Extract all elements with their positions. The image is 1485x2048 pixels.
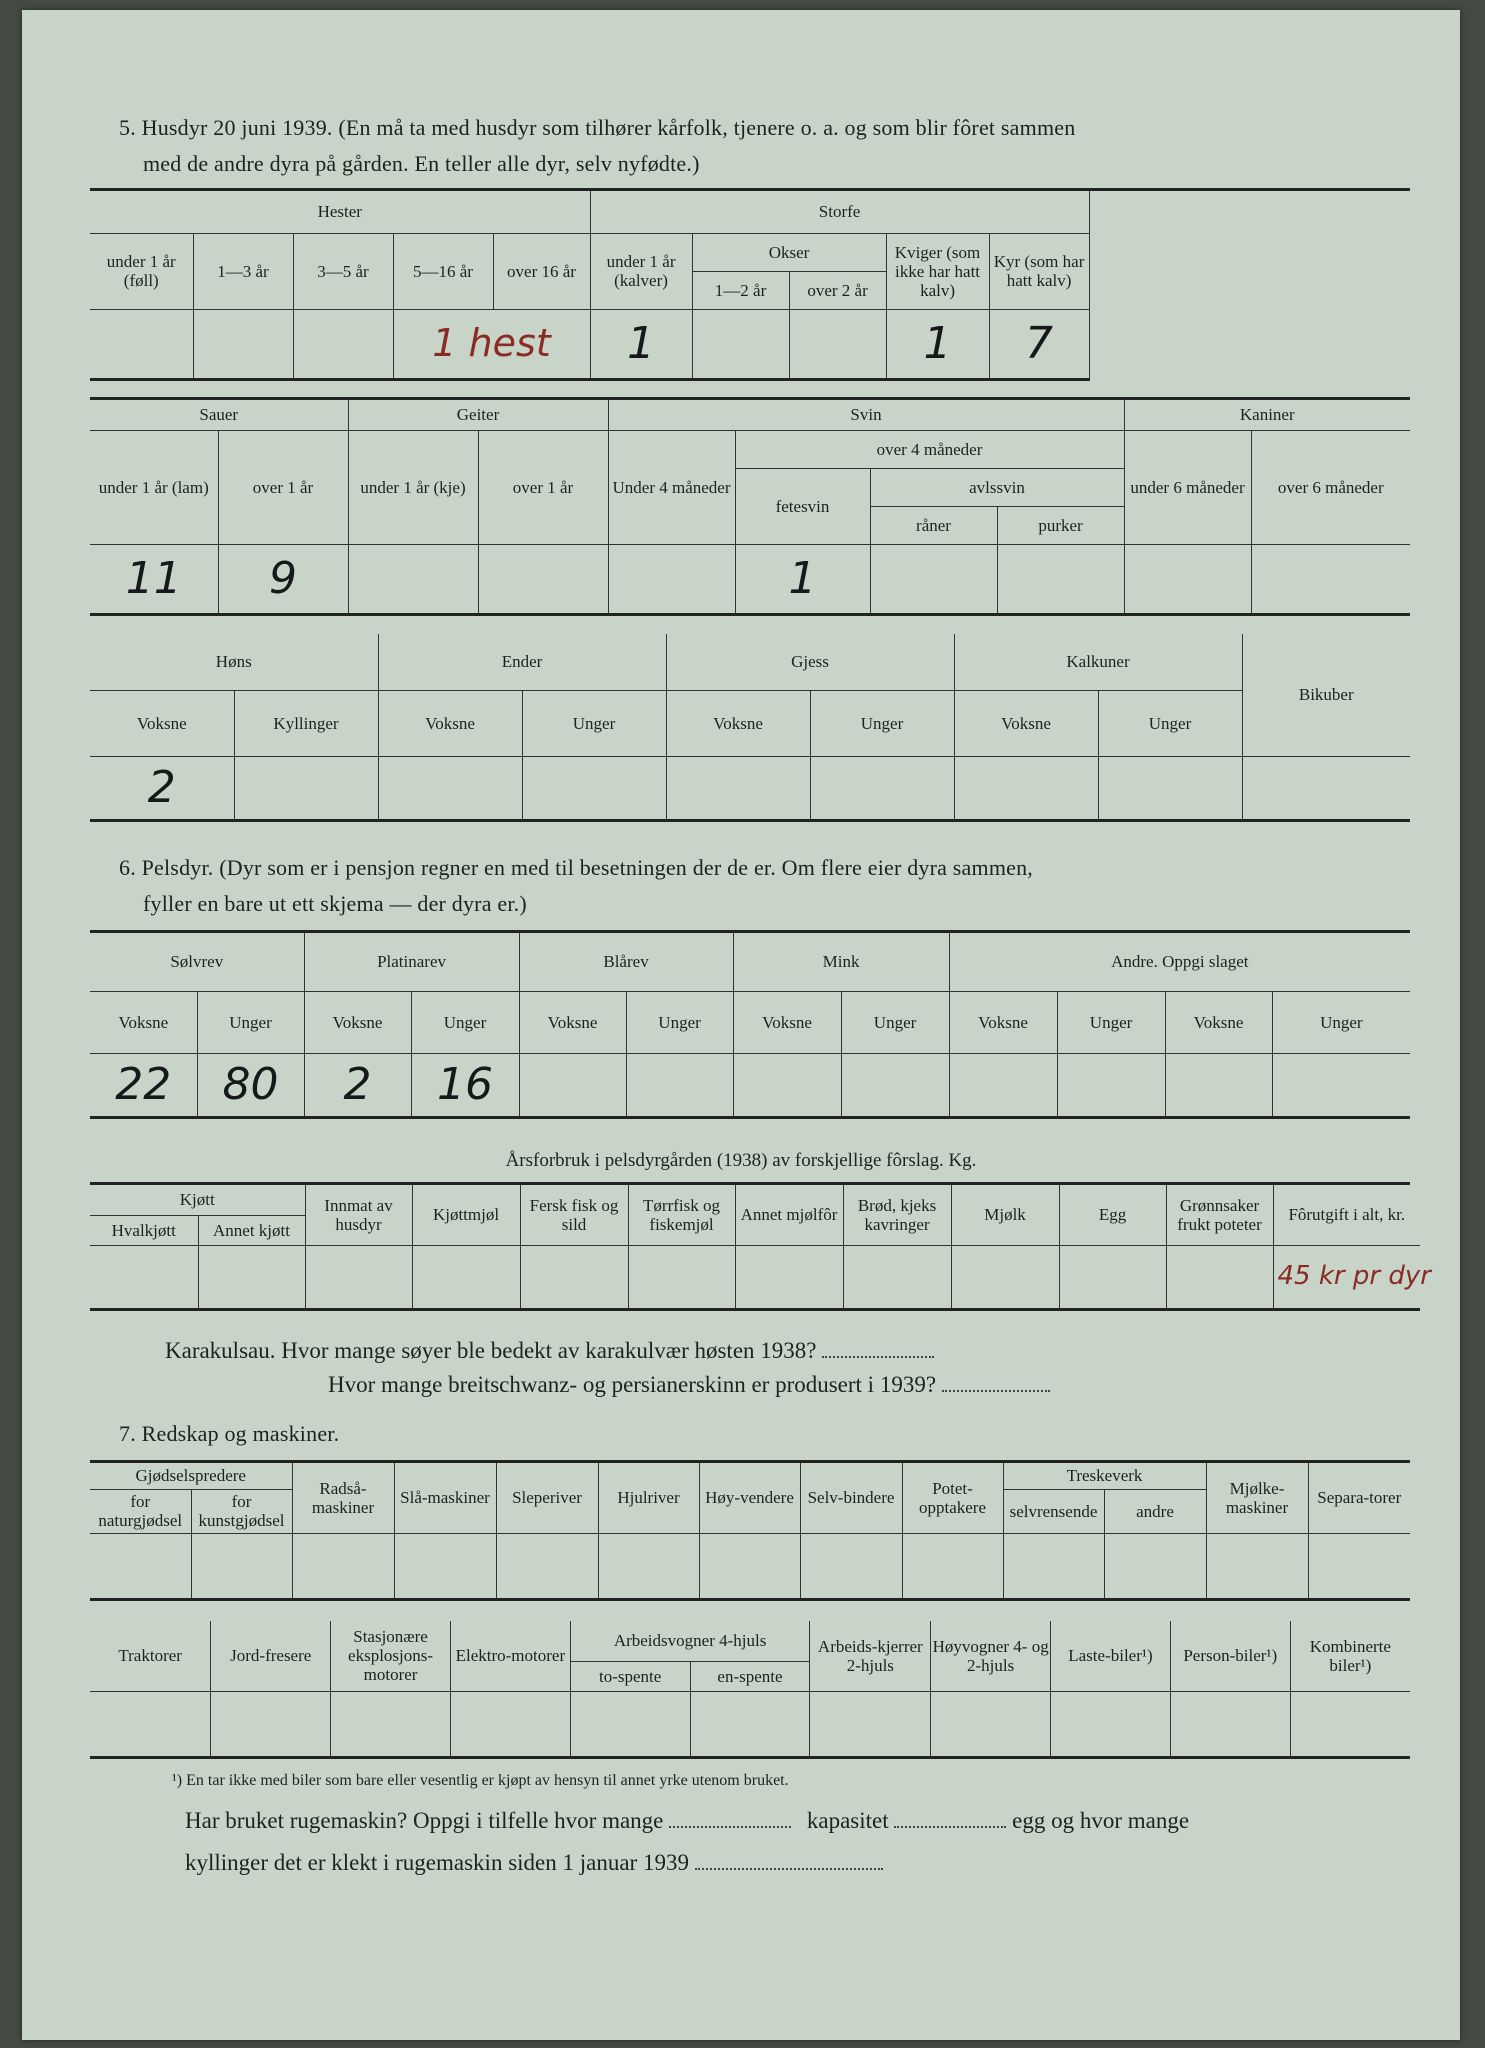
col-geiter-over1: over 1 år — [478, 430, 608, 544]
col-ender-unger: Unger — [522, 690, 666, 756]
col-okser: Okser — [692, 233, 886, 271]
karakulsau-q1: Hvor mange søyer ble bedekt av karakulvær høsten 1938? — [281, 1338, 817, 1363]
col-andre1-unger: Unger — [1057, 991, 1165, 1053]
col-sleperiver: Sleperiver — [496, 1463, 598, 1533]
col-for-kunstgjodsel: for kunstgjødsel — [191, 1489, 292, 1533]
value-sauer-over1: 9 — [218, 544, 348, 614]
col-stasjonaere-motorer: Stasjonære eksplosjons-motorer — [331, 1621, 451, 1691]
section-6-instruction: (Dyr som er i pensjon regner en med til besetningen der de er. Om flere eier dyra sammen, — [219, 855, 1033, 880]
col-raner: råner — [870, 506, 997, 544]
answer-line — [822, 1338, 934, 1358]
col-slamaskiner: Slå-maskiner — [394, 1463, 496, 1533]
col-andre1-voksne: Voksne — [949, 991, 1057, 1053]
value-sauer-lam: 11 — [90, 544, 218, 614]
col-svin-under4: Under 4 måneder — [608, 430, 735, 544]
col-selvrensende: selvrensende — [1003, 1489, 1104, 1533]
form-page — [22, 10, 1460, 2040]
value-storfe-under1: 1 — [590, 309, 692, 379]
header-hester: Hester — [90, 191, 590, 233]
hester-crossed-entry: 1 hest — [393, 309, 590, 379]
header-gjess: Gjess — [666, 634, 954, 690]
col-hvalkjott: Hvalkjøtt — [90, 1215, 198, 1245]
header-gjodselspredere: Gjødselspredere — [90, 1463, 292, 1489]
col-hester-3-5: 3—5 år — [293, 233, 393, 309]
col-hons-voksne: Voksne — [90, 690, 234, 756]
col-mink-unger: Unger — [841, 991, 949, 1053]
col-to-spente: to-spente — [570, 1661, 690, 1691]
answer-line — [894, 1808, 1006, 1828]
col-separatorer: Separa-torer — [1308, 1463, 1410, 1533]
livestock-table-horses-cattle — [90, 191, 1410, 381]
col-personbiler: Person-biler¹) — [1170, 1621, 1290, 1691]
fur-animals-table — [90, 933, 1410, 1119]
col-torrfisk: Tørrfisk og fiskemjøl — [628, 1185, 735, 1245]
section-5-instruction-line2: med de andre dyra på gården. En teller alle dyr, selv nyfødte.) — [143, 151, 700, 176]
col-hester-5-16: 5—16 år — [393, 233, 493, 309]
col-kalkuner-voksne: Voksne — [954, 690, 1098, 756]
header-blarev: Blårev — [519, 933, 733, 991]
rugemaskin-q1: Har bruket rugemaskin? Oppgi i tilfelle hvor mange — [185, 1808, 664, 1833]
col-andre2-voksne: Voksne — [1165, 991, 1272, 1053]
header-arbeidsvogner: Arbeidsvogner 4-hjuls — [570, 1621, 810, 1661]
col-mjolkemaskiner: Mjølke-maskiner — [1206, 1463, 1308, 1533]
col-hons-kyllinger: Kyllinger — [234, 690, 378, 756]
col-arbeidskjerrer: Arbeids-kjerrer 2-hjuls — [810, 1621, 931, 1691]
col-hoyvendere: Høy-vendere — [699, 1463, 800, 1533]
header-svin: Svin — [608, 400, 1124, 430]
value-platinarev-unger: 16 — [411, 1053, 519, 1117]
value-fetesvin: 1 — [735, 544, 870, 614]
header-mink: Mink — [733, 933, 949, 991]
col-hoyvogner: Høyvogner 4- og 2-hjuls — [931, 1621, 1051, 1691]
section-6-instruction-line2: fyller en bare ut ett skjema — der dyra er.) — [143, 891, 527, 916]
col-fetesvin: fetesvin — [735, 468, 870, 544]
feed-consumption-heading: Årsforbruk i pelsdyrgården (1938) av forskjellige fôrslag. Kg. — [505, 1150, 977, 1171]
col-for-naturgjodsel: for naturgjødsel — [90, 1489, 191, 1533]
header-kaniner: Kaniner — [1124, 400, 1410, 430]
col-lastebiler: Laste-biler¹) — [1051, 1621, 1171, 1691]
value-kviger: 1 — [886, 309, 989, 379]
col-sauer-over1: over 1 år — [218, 430, 348, 544]
col-hester-1-3: 1—3 år — [193, 233, 293, 309]
col-svin-over4: over 4 måneder — [735, 430, 1124, 468]
col-hester-under1: under 1 år (føll) — [90, 233, 193, 309]
answer-line — [942, 1372, 1050, 1392]
karakulsau-label: Karakulsau. — [165, 1338, 276, 1363]
header-hons: Høns — [90, 634, 378, 690]
equipment-table-2 — [90, 1621, 1410, 1759]
col-brod: Brød, kjeks kavringer — [843, 1185, 951, 1245]
col-kviger: Kviger (som ikke har hatt kalv) — [886, 233, 989, 309]
col-solvrev-unger: Unger — [197, 991, 304, 1053]
section-5-heading — [119, 110, 1419, 146]
col-annet-mjolfor: Annet mjølfôr — [735, 1185, 843, 1245]
section-7-title: 7. Redskap og maskiner. — [119, 1421, 340, 1446]
col-gronnsaker: Grønnsaker frukt poteter — [1166, 1185, 1273, 1245]
col-avlssvin: avlssvin — [870, 468, 1124, 506]
value-kyr: 7 — [989, 309, 1089, 379]
header-storfe: Storfe — [590, 191, 1089, 233]
col-solvrev-voksne: Voksne — [90, 991, 197, 1053]
equipment-table-1 — [90, 1463, 1410, 1601]
col-geiter-kje: under 1 år (kje) — [348, 430, 478, 544]
karakulsau-question-1 — [165, 1332, 1365, 1370]
section-6-heading — [119, 850, 1419, 886]
value-solvrev-voksne: 22 — [90, 1053, 197, 1117]
header-platinarev: Platinarev — [304, 933, 519, 991]
rugemaskin-q2: kyllinger det er klekt i rugemaskin siden 1 januar 1939 — [185, 1850, 689, 1875]
poultry-table — [90, 634, 1410, 822]
col-selvbindere: Selv-bindere — [800, 1463, 902, 1533]
col-sauer-lam: under 1 år (lam) — [90, 430, 218, 544]
col-kalkuner-unger: Unger — [1098, 690, 1242, 756]
col-jordfresere: Jord-fresere — [211, 1621, 331, 1691]
col-radsamaskiner: Radså-maskiner — [292, 1463, 394, 1533]
col-gjess-unger: Unger — [810, 690, 954, 756]
col-ender-voksne: Voksne — [378, 690, 522, 756]
feed-consumption-table — [90, 1185, 1431, 1311]
header-ender: Ender — [378, 634, 666, 690]
col-platinarev-voksne: Voksne — [304, 991, 411, 1053]
col-hjulriver: Hjulriver — [598, 1463, 699, 1533]
col-fersk-fisk: Fersk fisk og sild — [520, 1185, 628, 1245]
answer-line — [695, 1850, 883, 1870]
header-kjott: Kjøtt — [90, 1185, 305, 1215]
egg-hvor-mange: egg og hvor mange — [1012, 1808, 1190, 1833]
rugemaskin-question-line2 — [185, 1844, 1285, 1882]
col-andre: andre — [1104, 1489, 1206, 1533]
col-okser-over2: over 2 år — [789, 271, 886, 309]
header-kalkuner: Kalkuner — [954, 634, 1242, 690]
col-mjolk: Mjølk — [951, 1185, 1059, 1245]
header-bikuber: Bikuber — [1242, 634, 1410, 756]
col-potetopptakere: Potet-opptakere — [902, 1463, 1003, 1533]
col-kjottmjol: Kjøttmjøl — [412, 1185, 520, 1245]
col-blarev-unger: Unger — [626, 991, 733, 1053]
col-forutgift: Fôrutgift i alt, kr. — [1273, 1185, 1420, 1245]
answer-line — [669, 1808, 791, 1828]
value-solvrev-unger: 80 — [197, 1053, 304, 1117]
col-purker: purker — [997, 506, 1124, 544]
col-kyr: Kyr (som har hatt kalv) — [989, 233, 1089, 309]
col-okser-1-2: 1—2 år — [692, 271, 789, 309]
col-traktorer: Traktorer — [90, 1621, 211, 1691]
col-innmat: Innmat av husdyr — [305, 1185, 412, 1245]
col-blarev-voksne: Voksne — [519, 991, 626, 1053]
value-platinarev-voksne: 2 — [304, 1053, 411, 1117]
section-6-title: 6. Pelsdyr. — [119, 855, 214, 880]
col-egg: Egg — [1059, 1185, 1166, 1245]
rugemaskin-question-line1 — [185, 1802, 1415, 1840]
section-5-instruction: (En må ta med husdyr som tilhører kårfolk, tjenere o. a. og som blir fôret sammen — [338, 115, 1076, 140]
col-hester-over16: over 16 år — [493, 233, 590, 309]
section-5-title: 5. Husdyr 20 juni 1939. — [119, 115, 333, 140]
col-platinarev-unger: Unger — [411, 991, 519, 1053]
header-andre: Andre. Oppgi slaget — [949, 933, 1410, 991]
col-kombinerte-biler: Kombinerte biler¹) — [1290, 1621, 1410, 1691]
col-gjess-voksne: Voksne — [666, 690, 810, 756]
col-mink-voksne: Voksne — [733, 991, 841, 1053]
value-hons-voksne: 2 — [90, 756, 234, 820]
footnote: ¹) En tar ikke med biler som bare eller vesentlig er kjøpt av hensyn til annet yrke utenom bruket. — [172, 1772, 789, 1789]
kapasitet-label: kapasitet — [806, 1808, 889, 1833]
col-annet-kjott: Annet kjøtt — [198, 1215, 305, 1245]
col-andre2-unger: Unger — [1272, 991, 1410, 1053]
value-forutgift: 45 kr pr dyr — [1273, 1245, 1420, 1309]
col-elektromotorer: Elektro-motorer — [450, 1621, 570, 1691]
col-en-spente: en-spente — [690, 1661, 810, 1691]
col-kaniner-under6: under 6 måneder — [1124, 430, 1251, 544]
header-sauer: Sauer — [90, 400, 348, 430]
header-solvrev: Sølvrev — [90, 933, 304, 991]
col-storfe-under1: under 1 år (kalver) — [590, 233, 692, 309]
header-treskeverk: Treskeverk — [1003, 1463, 1206, 1489]
livestock-table-sheep-goats-pigs — [90, 400, 1410, 616]
header-geiter: Geiter — [348, 400, 608, 430]
col-kaniner-over6: over 6 måneder — [1251, 430, 1410, 544]
karakulsau-question-2 — [328, 1366, 1428, 1404]
karakulsau-q2: Hvor mange breitschwanz- og persianerskinn er produsert i 1939? — [328, 1372, 937, 1397]
